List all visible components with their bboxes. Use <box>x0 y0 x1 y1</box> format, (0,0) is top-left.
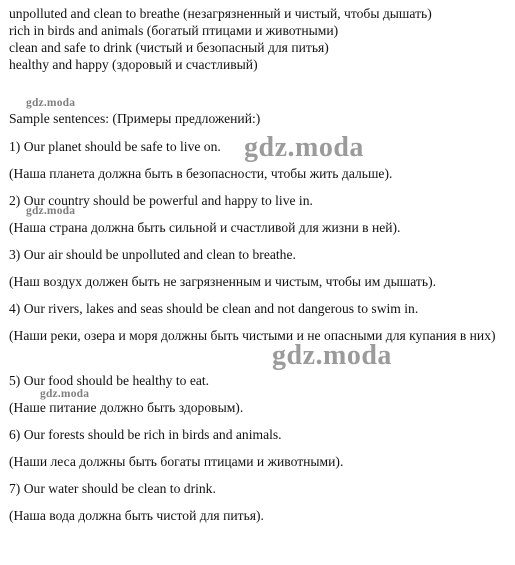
sentence-3-en: 3) Our air should be unpolluted and clean to breathe. <box>9 247 296 262</box>
sentence-5-ru: (Наше питание должно быть здоровым). <box>9 400 244 415</box>
vocab-line-4: healthy and happy (здоровый и счастливый) <box>9 57 258 72</box>
sentence-5-en: 5) Our food should be healthy to eat. <box>9 373 210 388</box>
sentence-6-en: 6) Our forests should be rich in birds and animals. <box>9 427 282 442</box>
sentence-6-ru: (Наши леса должны быть богаты птицами и животными). <box>9 454 344 469</box>
vocab-line-3: clean and safe to drink (чистый и безопасный для питья) <box>9 40 329 55</box>
sentence-1-ru: (Наша планета должна быть в безопасности, чтобы жить дальше). <box>9 166 393 181</box>
watermark-large: gdz.moda <box>244 132 364 163</box>
sentence-4-ru: (Наши реки, озера и моря должны быть чистыми и не опасными для купания в них) <box>9 328 496 343</box>
sentence-1-en: 1) Our planet should be safe to live on. <box>9 139 221 154</box>
sentence-7-en: 7) Our water should be clean to drink. <box>9 481 216 496</box>
watermark-small: gdz.moda <box>40 388 90 400</box>
sample-sentences-heading: Sample sentences: (Примеры предложений:) <box>9 111 261 126</box>
vocab-line-1: unpolluted and clean to breathe (незагрязненный и чистый, чтобы дышать) <box>9 6 432 21</box>
sentence-2-en: 2) Our country should be powerful and happy to live in. <box>9 193 313 208</box>
sentence-7-ru: (Наша вода должна быть чистой для питья). <box>9 508 264 523</box>
watermark-large: gdz.moda <box>272 340 392 371</box>
vocab-line-2: rich in birds and animals (богатый птицами и животными) <box>9 23 339 38</box>
sentence-4-en: 4) Our rivers, lakes and seas should be clean and not dangerous to swim in. <box>9 301 419 316</box>
watermark-small: gdz.moda <box>26 97 76 109</box>
sentence-2-ru: (Наша страна должна быть сильной и счастливой для жизни в ней). <box>9 220 401 235</box>
sentence-3-ru: (Наш воздух должен быть не загрязненным и чистым, чтобы им дышать). <box>9 274 436 289</box>
watermark-small: gdz.moda <box>26 205 76 217</box>
